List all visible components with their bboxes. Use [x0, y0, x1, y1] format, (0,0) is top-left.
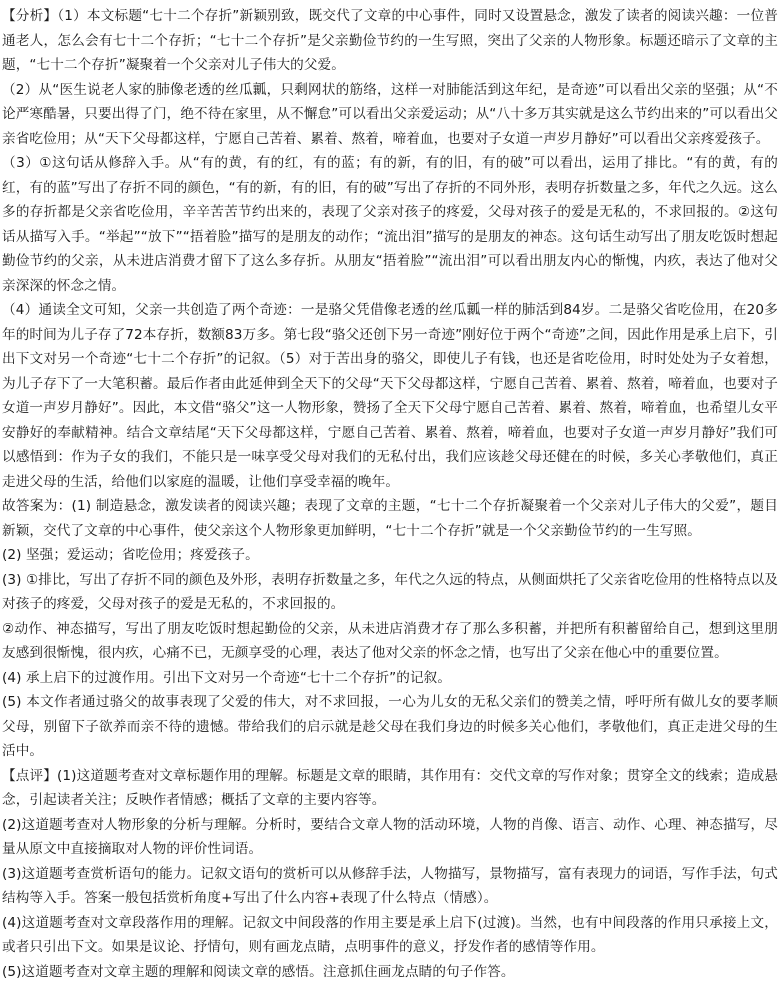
answer-paragraph-2: (2) 坚强；爱运动；省吃俭用；疼爱孩子。: [2, 547, 259, 563]
answer-paragraph-5: (5) 本文作者通过骆父的故事表现了父爱的伟大，对不求回报，一心为儿女的无私父亲们的赞美之情，呼吁所有做儿女的要孝顺父母，别留下子欲养而亲不待的遗憾。带给我们的启示就是趁父母在我们身边的时候多关心他们，孝敬他们，真正走进父母的生活中。: [2, 694, 778, 759]
comment-paragraph-2: (2)这道题考查对人物形象的分析与理解。分析时，要结合文章人物的活动环境，人物的肖像、语言、动作、心理、神态描写，尽量从原文中直接摘取对人物的评价性词语。: [2, 816, 778, 857]
analysis-paragraph-2: （2）从“医生说老人家的肺像老透的丝瓜瓤，只剩网状的筋络，这样一对肺能活到这年纪，是奇迹”可以看出父亲的坚强；从“不论严寒酷暑，只要出得了门，绝不待在家里，从不懈怠”可以看出父亲爱运动；从“八十多万其实就是这么节约出来的”可以看出父亲省吃俭用；从“天下父母都这样，宁愿自己苦着、累着、熬着，啼着血，也要对子女道一声岁月静好”可以看出父亲疼爱孩子。: [2, 81, 778, 147]
analysis-paragraph-3: （3）①这句话从修辞入手。从“有的黄，有的红，有的蓝；有的新，有的旧，有的破”可以看出，运用了排比。“有的黄，有的红，有的蓝”写出了存折不同的颜色，“有的新，有的旧，有的破”写出了存折的不同外形，表明存折数量之多，年代之久远。这么多的存折都是父亲省吃俭用，辛辛苦苦节约出来的，表现了父亲对孩子的疼爱，父母对孩子的爱是无私的，不求回报的。②这句话从描写入手。“举起”“放下”“捂着脸”描写的是朋友的动作；“流出泪”描写的是朋友的神态。这句话生动写出了朋友吃饭时想起勤俭节约的父亲，从未进店消费才留下了这么多存折。从朋友“捂着脸”“流出泪”可以看出朋友内心的惭愧，内疚，表达了他对父亲深深的怀念之情。: [2, 155, 778, 294]
answer-paragraph-3b: ②动作、神态描写，写出了朋友吃饭时想起勤俭的父亲，从未进店消费才存了那么多积蓄，并把所有积蓄留给自己，想到这里朋友感到很惭愧，很内疚，心痛不已，无颜享受的心理，表达了他对父亲的怀念之情，也写出了父亲在他心中的重要位置。: [2, 620, 778, 661]
analysis-paragraph-1: 【分析】（1）本文标题“七十二个存折”新颖别致，既交代了文章的中心事件，同时又设置悬念，激发了读者的阅读兴趣：一位普通老人，怎么会有七十二个存折；“七十二个存折”是父亲勤俭节约的一生写照，突出了父亲的人物形象。标题还暗示了文章的主题，“七十二个存折”凝聚着一个父亲对儿子伟大的父爱。: [2, 8, 778, 73]
answer-paragraph-3a: (3) ①排比，写出了存折不同的颜色及外形，表明存折数量之多，年代之久远的特点，从侧面烘托了父亲省吃俭用的性格特点以及对孩子的疼爱，父母对孩子的爱是无私的，不求回报的。: [2, 571, 778, 612]
analysis-paragraph-4-5: （4）通读全文可知，父亲一共创造了两个奇迹：一是骆父凭借像老透的丝瓜瓤一样的肺活到84岁。二是骆父省吃俭用，在20多年的时间为儿子存了72本存折，数额83万多。第七段“骆父还创下另一奇迹”刚好位于两个“奇迹”之间，因此作用是承上启下，引出下文对另一个奇迹“七十二个存折”的记叙。（5）对于苦出身的骆父，即使儿子有钱，也还是省吃俭用，时时处处为子女着想，为儿子存下了一大笔积蓄。最后作者由此延伸到全天下的父母“天下父母都这样，宁愿自己苦着、累着、熬着，啼着血，也要对子女道一声岁月静好”。因此，本文借“骆父”这一人物形象，赞扬了全天下父母宁愿自己苦着、累着、熬着，啼着血，也希望儿女平安静好的奉献精神。结合文章结尾“天下父母都这样，宁愿自己苦着、累着、熬着，啼着血，也要对子女道一声岁月静好”我们可以感悟到：作为子女的我们，不能只是一味享受父母对我们的无私付出，我们应该趁父母还健在的时候，多关心孝敬他们，真正走进父母的生活，给他们以家庭的温暖，让他们享受幸福的晚年。: [2, 302, 778, 490]
comment-paragraph-5: (5)这道题考查对文章主题的理解和阅读文章的感悟。注意抓住画龙点睛的句子作答。: [2, 963, 515, 980]
answer-paragraph-1: 故答案为：(1) 制造悬念，激发读者的阅读兴趣；表现了文章的主题，“七十二个存折凝聚着一个父亲对儿子伟大的父爱”，题目新颖，交代了文章的中心事件，使父亲这个人物形象更加鲜明，“七十二个存折”就是一个父亲勤俭节约的一生写照。: [2, 498, 778, 539]
comment-paragraph-1: 【点评】(1)这道题考查对文章标题作用的理解。标题是文章的眼睛，其作用有：交代文章的写作对象；贯穿全文的线索；造成悬念，引起读者关注；反映作者情感；概括了文章的主要内容等。: [2, 767, 778, 808]
comment-paragraph-3: (3)这道题考查赏析语句的能力。记叙文语句的赏析可以从修辞手法，人物描写，景物描写，富有表现力的词语，写作手法，句式结构等入手。答案一般包括赏析角度+写出了什么内容+表现了什么特点（情感）。: [2, 865, 778, 906]
comment-paragraph-4: (4)这道题考查对文章段落作用的理解。记叙文中间段落的作用主要是承上启下(过渡)。当然，也有中间段落的作用只承接上文，或者只引出下文。如果是议论、抒情句，则有画龙点睛，点明事件的意义，抒发作者的感情等作用。: [2, 914, 778, 955]
answer-paragraph-4: (4) 承上启下的过渡作用。引出下文对另一个奇迹“七十二个存折”的记叙。: [2, 669, 452, 686]
